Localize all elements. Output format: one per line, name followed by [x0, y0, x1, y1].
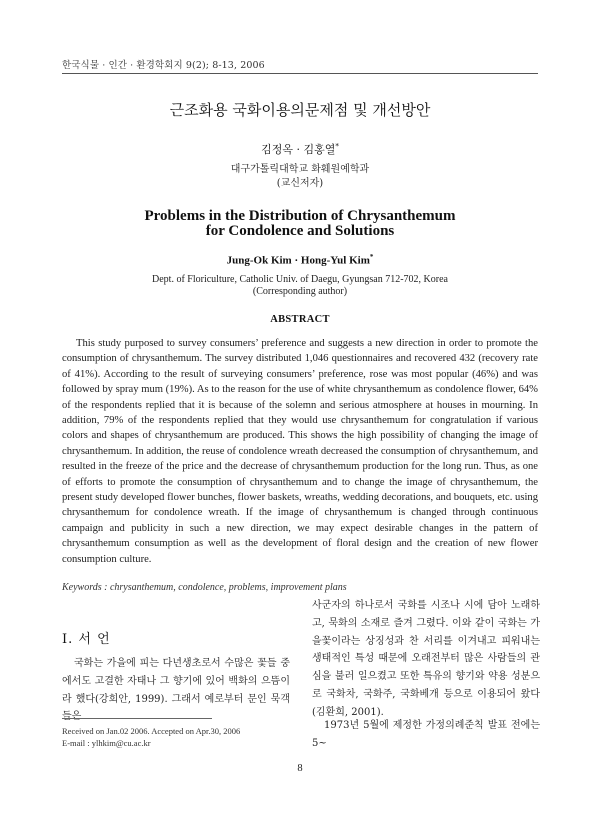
footnote-rule — [62, 718, 212, 719]
header-rule — [62, 73, 538, 74]
korean-authors — [0, 141, 600, 157]
footnote-email: E-mail : ylhkim@cu.ac.kr — [62, 738, 151, 748]
section-title: I. 서 언 — [62, 632, 111, 647]
corresponding-author-mark: * — [335, 142, 339, 151]
intro-paragraph-right: 사군자의 하나로서 국화를 시조나 시에 담아 노래하고, 묵화의 소재로 즐겨 그렸다. 이와 같이 국화는 가을꽃이라는 상징성과 찬 서리를 이겨내고 피워내는 생태적인 특성 때문에 오래전부터 많은 사람들의 관심을 불러 일으켰고 또한 특유의 향기와 약용 성분으로 국화차, 국화주, 국화베개 등으로 이용되어 왔다(김환희, 2001). — [312, 600, 540, 718]
english-corresponding-note: (Corresponding author) — [252, 286, 348, 297]
footnote — [62, 725, 240, 749]
english-authors — [0, 253, 600, 267]
footnote-received: Received on Jan.02 2006. Accepted on Apr.30, 2006 — [62, 726, 241, 736]
running-header: 한국식물 · 인간 · 환경학회지 9(2); 8-13, 2006 — [62, 60, 265, 71]
abstract-heading: ABSTRACT — [270, 314, 330, 325]
english-corresponding-mark: * — [369, 253, 374, 261]
page-number: 8 — [297, 763, 303, 774]
korean-author-names: 김정옥 · 김홍열 — [261, 143, 336, 156]
english-affiliation-dept: Dept. of Floriculture, Catholic Univ. of Daegu, Gyungsan 712-702, Korea — [152, 274, 448, 285]
intro-paragraph-left: 국화는 가을에 피는 다년생초로서 수많은 꽃들 중에서도 고결한 자태나 그 향기에 있어 백화의 으뜸이라 했다(강희안, 1999). 그래서 예로부터 문인 묵객들은 — [62, 658, 290, 723]
english-title-line1: Problems in the Distribution of Chrysanthemum — [144, 208, 456, 224]
korean-title: 근조화용 국화이용의문제점 및 개선방안 — [169, 101, 431, 119]
intro-paragraph-right-2: 1973년 5월에 제정한 가정의례준칙 발표 전에는 5~ — [312, 720, 540, 749]
abstract-body: This study purposed to survey consumers’ preference and suggests a new direction in order to promote the consumption of chrysanthemum. The survey distributed 1,046 questionnaires and recovered 432 (recovery rate of 41%). According to the result of surveying consumers’ preference, rose was most popular (46%) and was followed by spray mum (19%). As to the reason for the use of white chrysanthemum as condolence flower, 64% of the respondents replied that it is because of the solemn and serious atmosphere at houses in mourning. In addition, 79% of the respondents replied that they would use chrysanthemum for congratulation if various colors and shapes of chrysanthemum are produced. This shows the high possibility of changing the image of chrysanthemum. In addition, the reuse of condolence wreath decreased the consumption of chrysanthemum, and resulted in the freeze of the price and the decrease of chrysanthemum production for the long run. Thus, as one of efforts to promote the consumption of chrysanthemum and to change the image of chrysanthemum, the present study developed flower bunches, flower baskets, wreaths, wedding decorations, and bouquets, etc. using chrysanthemum for condolence wreath. If the image of chrysanthemum is changed through continuous campaign and publicity in such a new direction, we may expect desirable changes in the pattern of chrysanthemum consumption as well as the development of floral design and the creation of new flower consumption culture. — [62, 338, 538, 565]
english-affiliation — [0, 274, 600, 298]
english-title-line2: for Condolence and Solutions — [205, 223, 395, 239]
keywords: Keywords : chrysanthemum, condolence, problems, improvement plans — [62, 582, 347, 593]
korean-corresponding-note: (교신저자) — [276, 178, 324, 189]
korean-affiliation-dept: 대구가톨릭대학교 화훼원예학과 — [230, 164, 370, 175]
english-title — [0, 209, 600, 239]
korean-affiliation — [0, 163, 600, 191]
english-author-names: Jung-Ok Kim · Hong-Yul Kim — [226, 254, 370, 267]
